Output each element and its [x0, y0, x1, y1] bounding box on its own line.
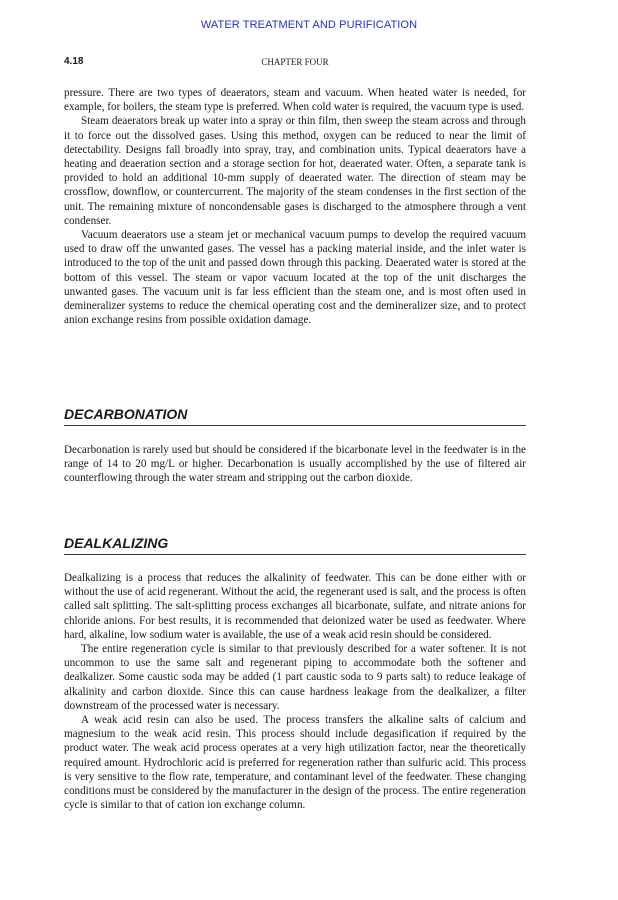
page-number: 4.18 — [64, 56, 84, 67]
intro-paragraph-3: Vacuum deaerators use a steam jet or mechanical vacuum pumps to develop the required vacuum used to draw off the unwanted gases. The vessel has a packing material inside, and the inlet water is introduced to the top of the unit and passed down through this packing. Deaerated water is stored at the bottom of this vessel. The steam or vapor vacuum located at the top of the unit discharges the unwanted gases. The vacuum unit is far less efficient than the steam one, and is most often used in demineralizer systems to reduce the chemical operating cost and the demineralizer size, and to protect anion exchange resins from possible oxidation damage. — [64, 229, 526, 327]
dealkalizing-paragraph-1: Dealkalizing is a process that reduces the alkalinity of feedwater. This can be done either with or without the use of acid regenerant. Without the acid, the regenerant used is salt, and the process is often called salt splitting. The salt-splitting process exchanges all bicarbonate, sulfate, and nitrate anions for chloride anions. For best results, it is recommended that deionized water be used as feedwater. Where hard, alkaline, low sodium water is available, the use of a weak acid resin should be considered. — [64, 572, 526, 641]
book-header-title: WATER TREATMENT AND PURIFICATION — [200, 19, 418, 31]
decarbonation-section — [64, 443, 526, 486]
intro-section — [64, 86, 526, 327]
chapter-label: CHAPTER FOUR — [261, 57, 329, 67]
dealkalizing-paragraph-3: A weak acid resin can also be used. The process transfers the alkaline salts of calcium and magnesium to the weak acid resin. This process should include degasification if required by the product water. The weak acid process operates at a very high utilization factor, near the theoretically required amount. Hydrochloric acid is preferred for regeneration rather than sulfuric acid. This process is very sensitive to the flow rate, temperature, and contaminant level of the feedwater. These changing conditions must be considered by the manufacturer in the design of the process. The entire regeneration cycle is similar to that of cation ion exchange column. — [64, 714, 526, 812]
decarbonation-paragraph-1: Decarbonation is rarely used but should be considered if the bicarbonate level in the feedwater is in the range of 14 to 20 mg/L or higher. Decarbonation is usually accomplished by the use of filtered air counterflowing through the water stream and stripping out the carbon dioxide. — [64, 444, 526, 485]
intro-paragraph-1: pressure. There are two types of deaerators, steam and vacuum. When heated water is needed, for example, for boilers, the steam type is preferred. When cold water is required, the vacuum type is used. — [64, 87, 526, 114]
dealkalizing-paragraph-2: The entire regeneration cycle is similar to that previously described for a water softener. It is not uncommon to use the same salt and regenerant piping to accommodate both the softener and dealkalizer. Some caustic soda may be added (1 part caustic soda to 9 parts salt) to reduce leakage of alkalinity and carbon dioxide. Since this can cause hardness leakage from the dealkalizer, a filter downstream of the processed water is necessary. — [64, 643, 526, 712]
running-head — [64, 56, 526, 69]
dealkalizing-section — [64, 571, 526, 812]
decarbonation-heading: DECARBONATION — [64, 406, 526, 426]
dealkalizing-heading: DEALKALIZING — [64, 535, 526, 555]
intro-paragraph-2: Steam deaerators break up water into a spray or thin film, then sweep the steam across and through it to force out the dissolved gases. Using this method, oxygen can be reduced to near the limit of detectability. Designs fall broadly into spray, tray, and combination units. Typical deaerators have a heating and deaeration section and a storage section for hot, deaerated water. Often, a separate tank is provided to hold an additional 10-mm supply of deaerated water. The direction of steam may be crossflow, downflow, or countercurrent. The majority of the steam condenses in the first section of the unit. The remaining mixture of noncondensable gases is discharged to the atmosphere through a vent condenser. — [64, 115, 526, 227]
